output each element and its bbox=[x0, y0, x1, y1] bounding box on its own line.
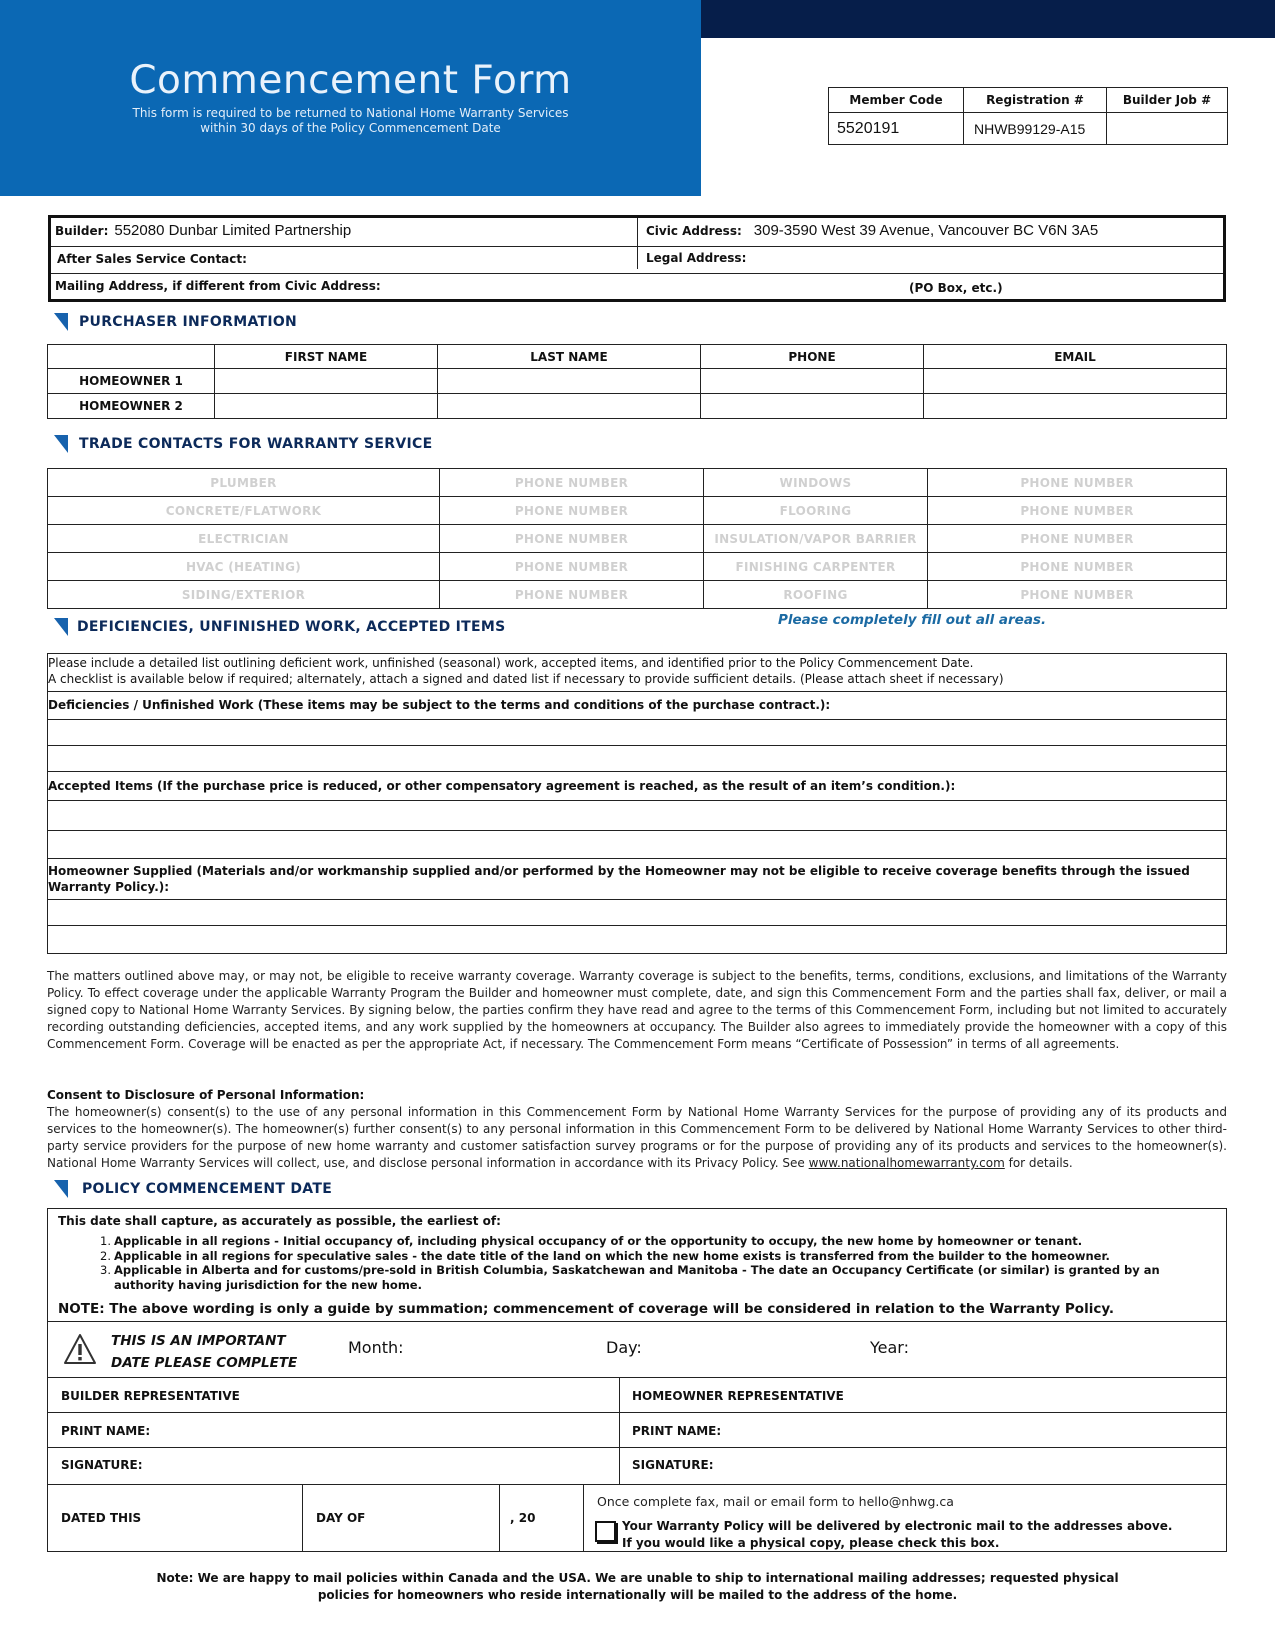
header-accent-bar bbox=[701, 0, 1275, 38]
homeowner-supplied-line-2[interactable] bbox=[48, 926, 1224, 951]
trade-finishing-carpenter-phone[interactable]: PHONE NUMBER bbox=[928, 553, 1227, 581]
homeowner-1-email[interactable] bbox=[924, 369, 1227, 394]
warranty-terms-paragraph: The matters outlined above may, or may not, be eligible to receive warranty coverage. Warranty coverage is subject to the benefits, terms, conditions, exclusions, and limitations of the Warranty Policy. To effect coverage under the applicable Warranty Program the Builder and homeowner must complete, date, and sign this Commencement Form and the parties shall fax, deliver, or mail a signed copy to National Home Warranty Services. By signing below, the parties confirm they have read and agree to the terms of this Commencement Form, including but not limited to accurately recording outstanding deficiencies, accepted items, and any work supplied by the homeowners at occupancy. The Builder also agrees to immediately provide the homeowner with a copy of this Commencement Form. Coverage will be enacted as per the appropriate Act, if necessary. The Commencement Form means “Certificate of Possession” in terms of all agreements. bbox=[47, 969, 1227, 1051]
trade-windows[interactable]: WINDOWS bbox=[704, 469, 928, 497]
list-item: 1. Applicable in all regions - Initial occupancy of, including physical occupancy of or the opportunity to occupy, the new home by homeowner or tenant. bbox=[100, 1234, 1083, 1248]
registration-value[interactable]: NHWB99129-A15 bbox=[964, 113, 1107, 145]
checkbox-label: Your Warranty Policy will be delivered by electronic mail to the addresses above. If you would like a physical copy, please check this box. bbox=[622, 1519, 1173, 1550]
homeowner-1-phone[interactable] bbox=[701, 369, 924, 394]
accepted-items-line-2[interactable] bbox=[48, 831, 1224, 858]
day-field[interactable]: Day: bbox=[606, 1338, 642, 1357]
builder-job-label: Builder Job # bbox=[1107, 88, 1228, 113]
deficiencies-line-2[interactable] bbox=[48, 746, 1224, 771]
footer-note: Note: We are happy to mail policies within Canada and the USA. We are unable to ship to international mailing addresses; requested physical policies for homeowners who reside internationally will be mailed to the address of the home. bbox=[156, 1571, 1119, 1602]
trade-contacts-section-heading: TRADE CONTACTS FOR WARRANTY SERVICE bbox=[54, 435, 554, 455]
civic-address-field[interactable]: Civic Address: 309-3590 West 39 Avenue, Vancouver BC V6N 3A5 bbox=[646, 222, 1099, 239]
homeowner-2-first-name[interactable] bbox=[215, 394, 438, 419]
po-box-label: (PO Box, etc.) bbox=[909, 281, 1003, 295]
consent-heading: Consent to Disclosure of Personal Information: bbox=[47, 1088, 365, 1102]
year-field[interactable]: Year: bbox=[870, 1338, 909, 1357]
table-row bbox=[48, 497, 1227, 525]
dated-this-field[interactable]: DATED THIS bbox=[61, 1511, 142, 1525]
table-row bbox=[48, 369, 1227, 394]
homeowner-2-last-name[interactable] bbox=[438, 394, 701, 419]
trade-roofing-phone[interactable]: PHONE NUMBER bbox=[928, 581, 1227, 609]
accepted-items-line-1[interactable] bbox=[48, 801, 1224, 830]
purchaser-header-blank bbox=[48, 345, 215, 369]
table-row bbox=[48, 581, 1227, 609]
trade-concrete-phone[interactable]: PHONE NUMBER bbox=[440, 497, 704, 525]
trade-flooring[interactable]: FLOORING bbox=[704, 497, 928, 525]
trade-finishing-carpenter[interactable]: FINISHING CARPENTER bbox=[704, 553, 928, 581]
list-item: 2. Applicable in all regions for speculative sales - the date title of the land on which the new home exists is transferred from the builder to the homeowner. bbox=[100, 1248, 1110, 1263]
purchaser-table bbox=[47, 344, 1227, 419]
builder-info-box bbox=[48, 215, 1226, 302]
member-code-label: Member Code bbox=[829, 88, 964, 113]
purchaser-section-heading: PURCHASER INFORMATION bbox=[54, 313, 454, 333]
form-title: Commencement Form bbox=[129, 58, 572, 103]
trade-flooring-phone[interactable]: PHONE NUMBER bbox=[928, 497, 1227, 525]
homeowner-1-last-name[interactable] bbox=[438, 369, 701, 394]
after-sales-contact-field[interactable]: After Sales Service Contact: bbox=[57, 252, 247, 266]
table-row bbox=[48, 469, 1227, 497]
table-row bbox=[48, 553, 1227, 581]
day-of-field[interactable]: DAY OF bbox=[316, 1511, 366, 1525]
trade-electrician-phone[interactable]: PHONE NUMBER bbox=[440, 525, 704, 553]
fill-all-areas-note: Please completely fill out all areas. bbox=[778, 612, 1047, 628]
homeowner-supplied-line-1[interactable] bbox=[48, 900, 1224, 925]
civic-address-value: 309-3590 West 39 Avenue, Vancouver BC V6N 3A5 bbox=[753, 222, 1099, 239]
fax-note: Once complete fax, mail or email form to hello@nhwg.ca bbox=[597, 1494, 954, 1509]
homeowner-2-label: HOMEOWNER 2 bbox=[48, 394, 215, 419]
privacy-policy-link[interactable]: www.nationalhomewarranty.com bbox=[808, 1156, 1005, 1170]
builder-print-name-field[interactable]: PRINT NAME: bbox=[61, 1424, 151, 1438]
trade-concrete[interactable]: CONCRETE/FLATWORK bbox=[48, 497, 440, 525]
signatures-box bbox=[47, 1378, 1227, 1485]
trade-siding[interactable]: SIDING/EXTERIOR bbox=[48, 581, 440, 609]
list-item: 3. Applicable in Alberta and for customs/pre-sold in British Columbia, Saskatchewan and Manitoba - The date an Occupancy Certificate (or similar) is granted by an authority having jurisdiction for the new home. bbox=[100, 1263, 1160, 1292]
homeowner-2-phone[interactable] bbox=[701, 394, 924, 419]
member-code-value[interactable]: 5520191 bbox=[829, 113, 964, 145]
important-date-note: THIS IS AN IMPORTANT DATE PLEASE COMPLETE bbox=[111, 1333, 298, 1371]
policy-date-section-heading: POLICY COMMENCEMENT DATE bbox=[54, 1180, 454, 1200]
trade-hvac[interactable]: HVAC (HEATING) bbox=[48, 553, 440, 581]
codes-table bbox=[828, 87, 1228, 145]
dated-row bbox=[47, 1484, 1227, 1552]
section-marker-icon bbox=[54, 1180, 68, 1198]
homeowner-1-first-name[interactable] bbox=[215, 369, 438, 394]
builder-signature-field[interactable]: SIGNATURE: bbox=[61, 1458, 143, 1472]
col-first-name: FIRST NAME bbox=[215, 345, 438, 369]
deficiencies-intro: Please include a detailed list outlining deficient work, unfinished (seasonal) work, accepted items, and identified prior to the Policy Commencement Date. A checklist is available below if required; alternately, attach a signed and dated list if necessary to provide sufficient details. (Please attach sheet if necessary) bbox=[48, 656, 1004, 686]
table-row bbox=[48, 394, 1227, 419]
homeowner-rep-label: HOMEOWNER REPRESENTATIVE bbox=[632, 1389, 844, 1403]
registration-label: Registration # bbox=[964, 88, 1107, 113]
deficiencies-section-heading: DEFICIENCIES, UNFINISHED WORK, ACCEPTED ITEMS bbox=[54, 618, 574, 638]
section-marker-icon bbox=[54, 313, 68, 331]
warning-icon bbox=[62, 1332, 98, 1368]
col-last-name: LAST NAME bbox=[438, 345, 701, 369]
important-date-row bbox=[47, 1322, 1227, 1378]
deficiencies-line-1[interactable] bbox=[48, 720, 1224, 745]
consent-section: Consent to Disclosure of Personal Information: The homeowner(s) consent(s) to the use of any personal information in this Commencement Form by National Home Warranty Services for the purpose of providing any of its products and services to the homeowner(s). The homeowner(s) further consent(s) to any personal information in this Commencement Form to be delivered by National Home Warranty Services to other third-party service providers for the purpose of new home warranty and customer satisfaction survey programs or for the purpose of providing any of its products and services to the homeowner(s). National Home Warranty Services will collect, use, and disclose personal information in accordance with its Privacy Policy. See www.nationalhomewarranty.com for details. bbox=[47, 1088, 1227, 1170]
month-field[interactable]: Month: bbox=[348, 1338, 404, 1357]
builder-job-value[interactable] bbox=[1107, 113, 1228, 145]
homeowner-signature-field[interactable]: SIGNATURE: bbox=[632, 1458, 714, 1472]
trade-insulation-phone[interactable]: PHONE NUMBER bbox=[928, 525, 1227, 553]
physical-copy-checkbox[interactable] bbox=[595, 1521, 616, 1542]
section-marker-icon bbox=[54, 618, 68, 636]
homeowner-supplied-label: Homeowner Supplied (Materials and/or workmanship supplied and/or performed by the Homeowner may not be eligible to receive coverage benefits through the issued Warranty Policy.): bbox=[48, 864, 1190, 894]
builder-rep-label: BUILDER REPRESENTATIVE bbox=[61, 1389, 240, 1403]
policy-criteria-list bbox=[100, 1234, 1220, 1292]
trade-plumber-phone[interactable]: PHONE NUMBER bbox=[440, 469, 704, 497]
deficiencies-box bbox=[47, 653, 1227, 954]
trade-windows-phone[interactable]: PHONE NUMBER bbox=[928, 469, 1227, 497]
year-suffix-field[interactable]: , 20 bbox=[510, 1511, 536, 1525]
accepted-items-label: Accepted Items (If the purchase price is reduced, or other compensatory agreement is reached, as the result of an item’s condition.): bbox=[48, 779, 956, 793]
trade-contacts-table bbox=[47, 468, 1227, 609]
trade-insulation[interactable]: INSULATION/VAPOR BARRIER bbox=[704, 525, 928, 553]
trade-siding-phone[interactable]: PHONE NUMBER bbox=[440, 581, 704, 609]
mailing-address-field[interactable]: Mailing Address, if different from Civic Address: bbox=[55, 279, 381, 293]
deficiencies-label: Deficiencies / Unfinished Work (These items may be subject to the terms and conditions of the purchase contract.): bbox=[48, 698, 831, 712]
col-phone: PHONE bbox=[701, 345, 924, 369]
col-email: EMAIL bbox=[924, 345, 1227, 369]
trade-plumber[interactable]: PLUMBER bbox=[48, 469, 440, 497]
builder-value: 552080 Dunbar Limited Partnership bbox=[114, 222, 352, 239]
policy-intro: This date shall capture, as accurately as possible, the earliest of: bbox=[58, 1214, 501, 1228]
section-marker-icon bbox=[54, 435, 68, 453]
trade-electrician[interactable]: ELECTRICIAN bbox=[48, 525, 440, 553]
policy-criteria-box bbox=[47, 1208, 1227, 1322]
homeowner-2-email[interactable] bbox=[924, 394, 1227, 419]
homeowner-1-label: HOMEOWNER 1 bbox=[48, 369, 215, 394]
trade-roofing[interactable]: ROOFING bbox=[704, 581, 928, 609]
legal-address-field[interactable]: Legal Address: bbox=[646, 251, 747, 265]
table-row bbox=[48, 525, 1227, 553]
builder-field[interactable]: Builder: 552080 Dunbar Limited Partnership bbox=[55, 222, 352, 239]
form-subtitle: This form is required to be returned to National Home Warranty Services within 30 days of the Policy Commencement Date bbox=[132, 106, 569, 135]
policy-note: NOTE: The above wording is only a guide by summation; commencement of coverage will be considered in relation to the Warranty Policy. bbox=[58, 1301, 1115, 1317]
consent-text: The homeowner(s) consent(s) to the use of any personal information in this Commencement Form by National Home Warranty Services for the purpose of providing any of its products and services to the homeowner(s). The homeowner(s) further consent(s) to any personal information in this Commencement Form to be delivered by National Home Warranty Services to other third-party service providers for the purpose of new home warranty and customer satisfaction survey programs or for the purpose of providing any of its products and services to the homeowner(s). National Home Warranty Services will collect, use, and disclose personal information in accordance with its Privacy Policy. See bbox=[47, 1105, 1227, 1170]
homeowner-print-name-field[interactable]: PRINT NAME: bbox=[632, 1424, 722, 1438]
trade-hvac-phone[interactable]: PHONE NUMBER bbox=[440, 553, 704, 581]
